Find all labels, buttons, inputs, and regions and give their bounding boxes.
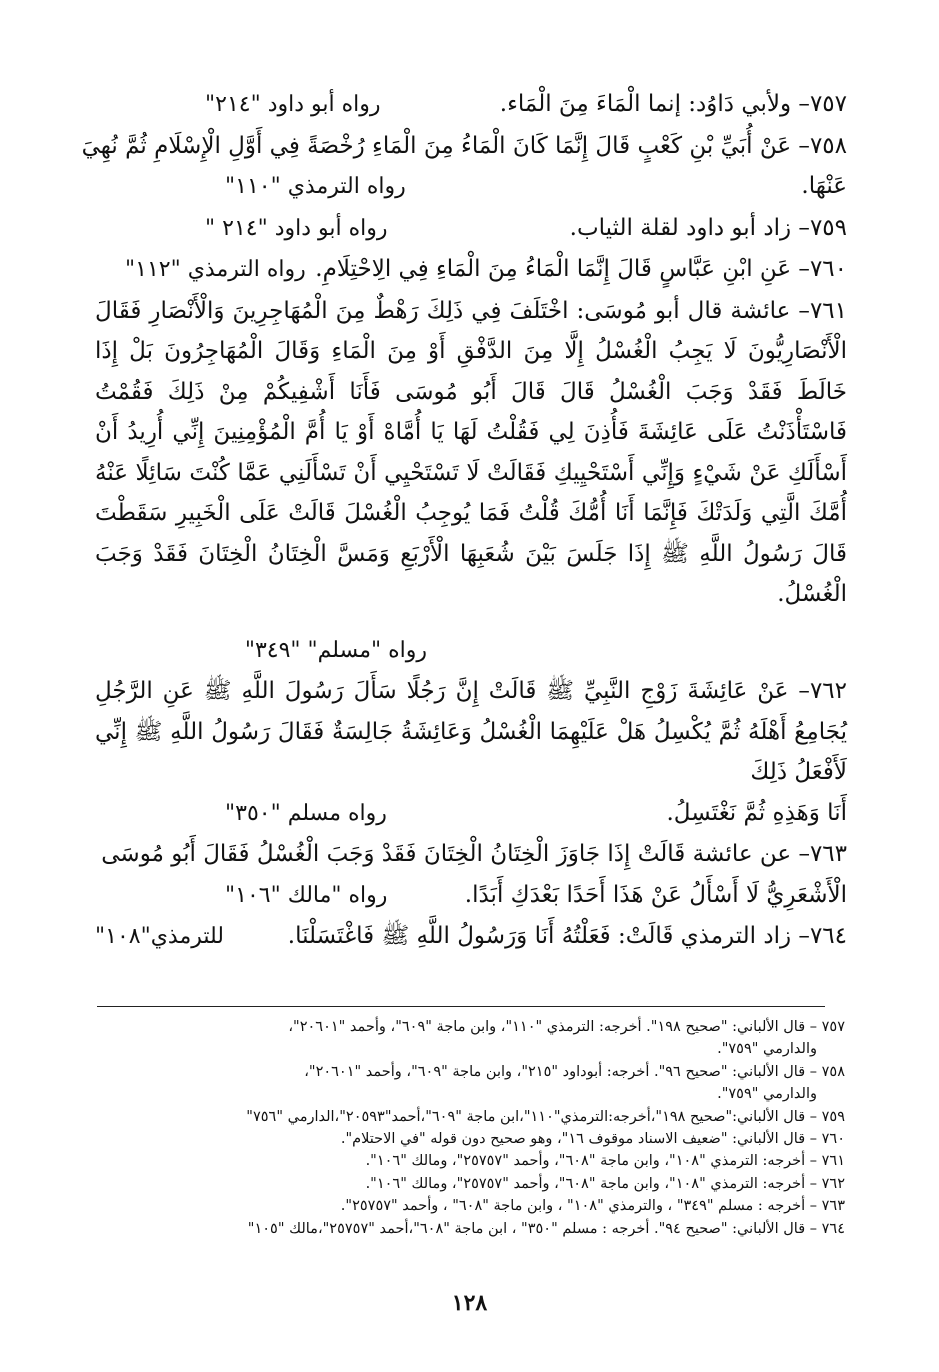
hadith-762-source: رواه مسلم "٣٥٠" bbox=[225, 800, 387, 826]
hadith-758-source: رواه الترمذي "١١٠" bbox=[225, 174, 406, 199]
main-text bbox=[81, 84, 848, 958]
hadith-764 bbox=[95, 916, 847, 958]
hadith-758-cont: عَنْهَا. bbox=[801, 173, 847, 199]
hadith-758-text: ٧٥٨– عَنْ أُبَيِّ بْنِ كَعْبٍ قَالَ إِنَّمَا كَانَ الْمَاءُ مِنَ الْمَاءِ رُخْصَةً فِي أَوَّلِ الْإِسْلَامِ ثُمَّ نُهِيَ bbox=[81, 132, 847, 159]
footnote-763: ٧٦٣ – أخرجه : مسلم "٣٤٩" ، والترمذي "١٠٨" ، وابن ماجة "٦٠٨" ، وأحمد "٢٥٧٥٧". bbox=[340, 1198, 845, 1215]
hadith-764-source: للترمذي"١٠٨" bbox=[95, 924, 225, 949]
hadith-760-source: رواه الترمذي "١١٢" bbox=[125, 257, 306, 282]
hadith-763 bbox=[95, 834, 847, 875]
hadith-760-text: ٧٦٠– عَنِ ابْنِ عَبَّاسٍ قَالَ إِنَّمَا الْمَاءُ مِنَ الْمَاءِ فِي الِاحْتِلَامِ. bbox=[315, 256, 847, 282]
footnote-760: ٧٦٠ – قال الألباني: "ضعيف الاسناد موقوف ١٦"، وهو صحيح دون قوله "في الاحتلام". bbox=[340, 1131, 845, 1148]
footnote-761: ٧٦١ – أخرجه: الترمذي "١٠٨"، وابن ماجة "٦٠٨"، وأحمد "٢٥٧٥٧"، ومالك "١٠٦". bbox=[365, 1153, 845, 1170]
footnote-divider bbox=[97, 1006, 825, 1007]
footnote-762: ٧٦٢ – أخرجه: الترمذي "١٠٨"، وابن ماجة "٦٠٨"، وأحمد "٢٥٧٥٧"، ومالك "١٠٦". bbox=[365, 1175, 845, 1192]
hadith-759-source: رواه أبو داود "٢١٤ " bbox=[205, 215, 388, 241]
footnote-757: ٧٥٧ – قال الألباني: "صحيح ١٩٨". أخرجه: الترمذي "١١٠"، وابن ماجة "٦٠٩"، وأحمد "٢٠٦٠١"، والدارمي "٧٥٩". bbox=[288, 1019, 845, 1058]
footnote-758: ٧٥٨ – قال الألباني: "صحيح ٩٦". أخرجه: أبوداود "٢١٥"، وابن ماجة "٦٠٩"، وأحمد "٢٠٦٠١"، والدارمي "٧٥٩". bbox=[304, 1063, 845, 1103]
hadith-763-cont: الْأَشْعَرِيُّ لَا أَسْأَلُ عَنْ هَذَا أَحَدًا بَعْدَكِ أَبَدًا. bbox=[464, 881, 847, 908]
hadith-760 bbox=[95, 249, 847, 291]
footnotes bbox=[95, 1016, 845, 1240]
hadith-762-text: ٧٦٢– عَنْ عَائِشَةَ زَوْجِ النَّبِيِّ ﷺ قَالَتْ إِنَّ رَجُلًا سَأَلَ رَسُولَ اللَّهِ ﷺ عَنِ الرَّجُلِ يُجَامِعُ أَهْلَهُ ثُمَّ يُكْسِلُ هَلْ عَلَيْهِمَا الْغُسْلُ وَعَائِشَةُ جَالِسَةٌ فَقَالَ رَسُولُ اللَّهِ ﷺ إِنِّي لَأَفْعَلُ ذَلِكَ bbox=[95, 678, 847, 785]
footnote-764: ٧٦٤ – قال الألباني: "صحيح ٩٤". أخرجه : مسلم "٣٥٠" ، ابن ماجة "٦٠٨"،أحمد "٢٥٧٥٧"،مالك "١٠٥" bbox=[247, 1220, 845, 1237]
hadith-762-cont: أَنَا وَهَذِهِ ثُمَّ نَغْتَسِلُ. bbox=[666, 799, 847, 826]
hadith-757 bbox=[95, 84, 847, 126]
hadith-759 bbox=[95, 208, 847, 250]
hadith-757-text: ٧٥٧– ولأبي دَاوُد: إنما الْمَاءَ مِنَ الْمَاء. bbox=[499, 91, 847, 117]
hadith-757-source: رواه أبو داود "٢١٤" bbox=[205, 92, 381, 117]
hadith-761-text: ٧٦١– عائشة قال أبو مُوسَى: اخْتَلَفَ فِي ذَلِكَ رَهْطٌ مِنَ الْمُهَاجِرِينَ وَالْأَنْصَارِ فَقَالَ الْأَنْصَارِيُّونَ لَا يَجِبُ الْغُسْلُ إِلَّا مِنَ الدَّفْقِ أَوْ مِنَ الْمَاءِ وَقَالَ الْمُهَاجِرُونَ بَلْ إِذَا خَالَطَ فَقَدْ وَجَبَ الْغُسْلُ قَالَ قَالَ أَبُو مُوسَى فَأَنَا أَشْفِيكُمْ مِنْ ذَلِكَ فَقُمْتُ فَاسْتَأْذَنْتُ عَلَى عَائِشَةَ فَأُذِنَ لِي فَقُلْتُ لَهَا يَا أُمَّاهْ أَوْ يَا أُمَّ الْمُؤْمِنِينَ إِنِّي أُرِيدُ أَنْ أَسْأَلَكِ عَنْ شَيْءٍ وَإِنِّي أَسْتَحْيِيكِ فَقَالَتْ لَا تَسْتَحْيِي أَنْ تَسْأَلَنِي عَمَّا كُنْتَ سَائِلًا عَنْهُ أُمَّكَ الَّتِي وَلَدَتْكَ فَإِنَّمَا أَنَا أُمُّكَ قُلْتُ فَمَا يُوجِبُ الْغُسْلَ قَالَتْ عَلَى الْخَبِيرِ سَقَطْتَ قَالَ رَسُولُ اللَّهِ ﷺ إِذَا جَلَسَ بَيْنَ شُعَبِهَا الْأَرْبَعِ وَمَسَّ الْخِتَانُ الْخِتَانَ فَقَدْ وَجَبَ الْغُسْلُ. bbox=[95, 297, 848, 607]
hadith-763-source: رواه "مالك "١٠٦" bbox=[225, 882, 388, 908]
hadith-764-text: ٧٦٤– زاد الترمذي قَالَتْ: فَعَلْتُهُ أَنَا وَرَسُولُ اللَّهِ ﷺ فَاغْتَسَلْنَا. bbox=[287, 923, 847, 949]
footnote-759: ٧٥٩ – قال الألباني:"صحيح ١٩٨"،أخرجه:الترمذي"١١٠"،ابن ماجة "٦٠٩"،أحمد"٢٠٥٩٣"،الدارمي "٧٥٦" bbox=[246, 1108, 845, 1125]
hadith-758 bbox=[81, 126, 847, 208]
page-number: ١٢٨ bbox=[451, 1290, 488, 1316]
hadith-763-text: ٧٦٣– عن عائشة قَالَتْ إِذَا جَاوَزَ الْخِتَانُ الْخِتَانَ فَقَدْ وَجَبَ الْغُسْلُ فَقَالَ أَبُو مُوسَى bbox=[101, 841, 847, 867]
hadith-761-source: رواه "مسلم" "٣٤٩" bbox=[244, 637, 427, 663]
hadith-759-text: ٧٥٩– زاد أبو داود لقلة الثياب. bbox=[569, 214, 847, 241]
